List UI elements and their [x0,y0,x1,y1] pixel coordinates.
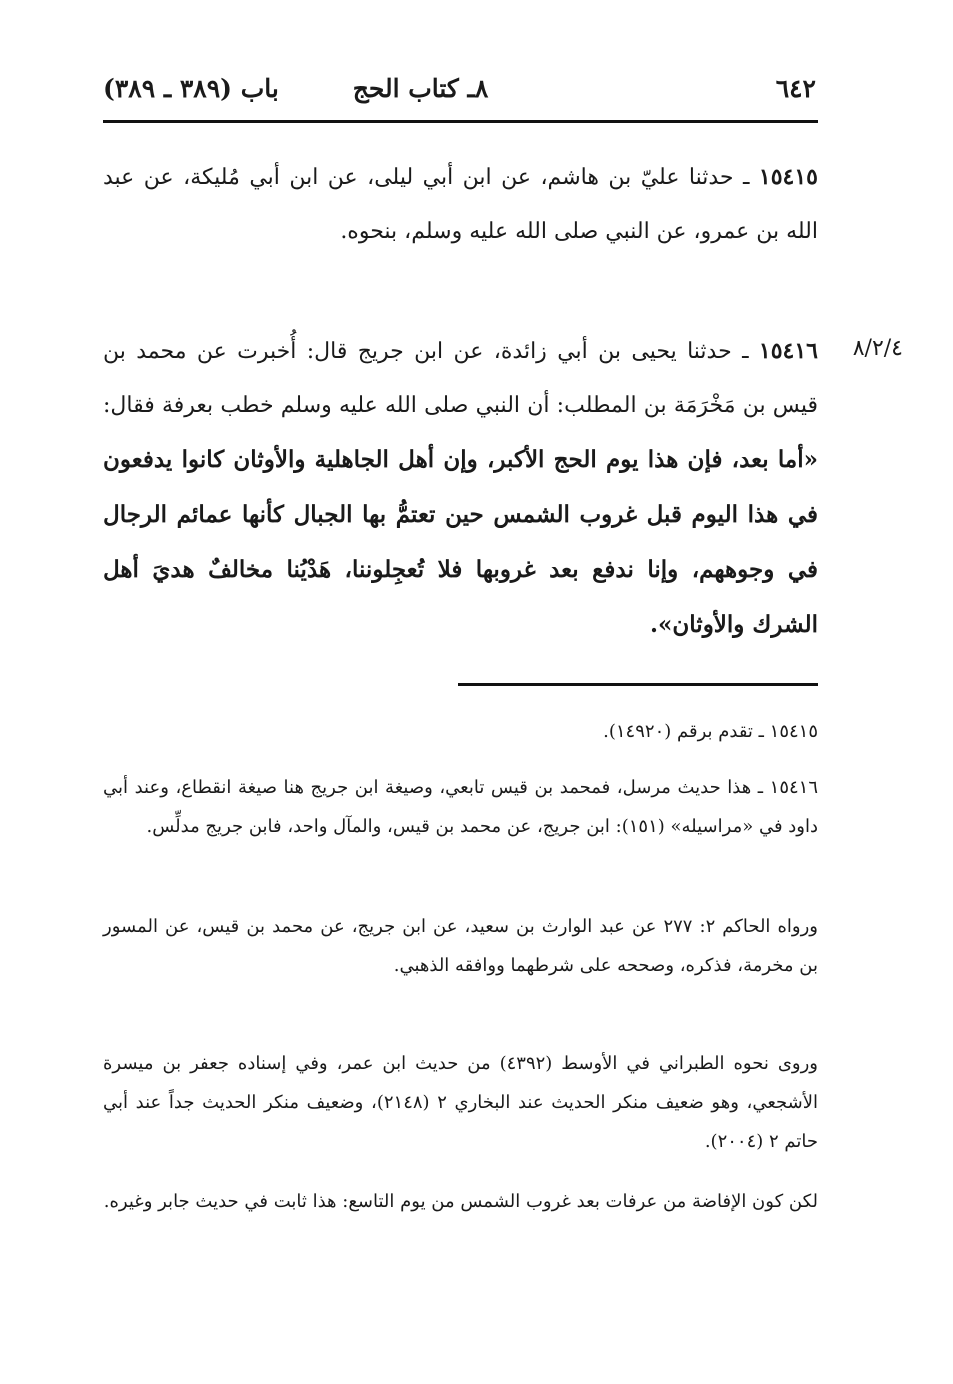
footnote: وروى نحوه الطبراني في الأوسط (٤٣٩٢) من حديث ابن عمر، وفي إسناده جعفر بن ميسرة الأشجعي، وهو ضعيف منكر الحديث عند البخاري ٢ (٢١٤٨)، وضعيف منكر الحديث جداً عند أبي حاتم ٢ (٢٠٠٤). [103,1053,819,1152]
footnote: ١٥٤١٥ ـ تقدم برقم (١٤٩٢٠). [603,721,818,742]
book-title: ٨ـ كتاب الحج [352,74,489,103]
hadith-text: ـ حدثنا يحيى بن أبي زائدة، عن ابن جريج قال: أُخبرت عن محمد بن قيس بن مَخْرَمَة بن المطلب: أن النبي صلى الله عليه وسلم خطب بعرفة فقال: [103,339,818,418]
hadith-15416 [103,324,818,653]
page-number: ٦٤٢ [775,74,816,103]
footnote: ١٥٤١٦ ـ هذا حديث مرسل، فمحمد بن قيس تابعي، وصيغة ابن جريج هنا صيغة انقطاع، وعند أبي داود في «مراسيله» (١٥١): ابن جريج، عن محمد بن قيس، والمآل واحد، فابن جريج مدلِّس. [103,777,818,837]
header-rule [103,120,818,123]
hadith-matn-bold: «أما بعد، فإن هذا يوم الحج الأكبر، وإن أهل الجاهلية والأوثان كانوا يدفعون في هذا اليوم قبل غروب الشمس حين تعتمُّ بها الجبال كأنها عمائم الرجال في وجوههم، وإنا ندفع بعد غروبها فلا تُعجِلوننا، هَدْيُنا مخالفٌ هديَ أهل الشرك والأوثان». [103,446,818,638]
margin-reference: ٨/٢/٤ [852,336,903,361]
footnote: لكن كون الإفاضة من عرفات بعد غروب الشمس من يوم التاسع: هذا ثابت في حديث جابر وغيره. [103,1191,818,1212]
hadith-15415 [103,150,818,259]
hadith-text: ـ حدثنا عليّ بن هاشم، عن ابن أبي ليلى، عن ابن أبي مُليكة، عن عبد الله بن عمرو، عن النبي صلى الله عليه وسلم، بنحوه. [103,165,818,244]
hadith-number: ١٥٤١٦ [758,338,818,364]
running-header [103,66,818,118]
footnote-rule [458,683,818,686]
hadith-number: ١٥٤١٥ [758,164,818,190]
chapter-label: باب (٣٨٩ ـ ٣٨٩) [103,74,279,103]
footnote: ورواه الحاكم ٢: ٢٧٧ عن عبد الوارث بن سعيد، عن ابن جريج، عن محمد بن قيس، عن المسور بن مخرمة، فذكره، وصححه على شرطهما ووافقه الذهبي. [103,916,818,976]
